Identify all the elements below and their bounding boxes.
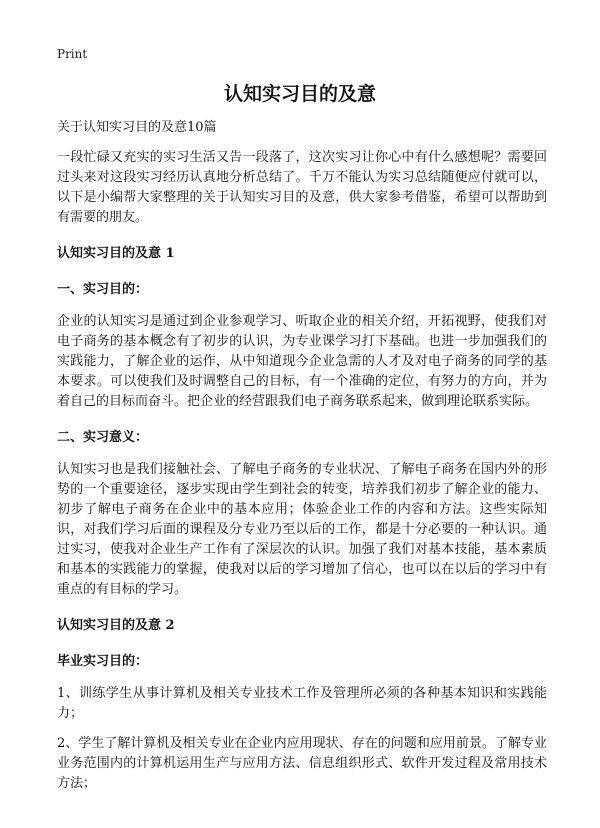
section-1-sub1-heading: 一、实习目的： [57,282,149,297]
intro-paragraph: 一段忙碌又充实的实习生活又告一段落了，这次实习让你心中有什么感想呢？需要回过头来对这段实习经历认真地分析总结了。千万不能认为实习总结随便应付就可以，以下是小编帮大家整理的关于认知实习目的及意，供大家参考借鉴，希望可以帮助到有需要的朋友。 [57,150,547,225]
document-subtitle: 关于认知实习目的及意10篇 [57,120,217,135]
section-1-sub2-paragraph: 认知实习也是我们接触社会、了解电子商务的专业状况、了解电子商务在国内外的形势的一个重要途径，逐步实现由学生到社会的转变，培养我们初步了解企业的能力、初步了解电子商务在企业中的基本应用；体验企业工作的内容和方法。这些实际知识，对我们学习后面的课程及分专业乃至以后的工作，都是十分必要的一种认识。通过实习，使我对企业生产工作有了深层次的认识。加强了我们对基本技能，基本素质和基本的实践能力的掌握，使我对以后的学习增加了信心，也可以在以后的学习中有重点的有目标的学习。 [57,462,547,597]
section-2-item-2: 2、学生了解计算机及相关专业在企业内应用现状、存在的问题和应用前景。了解专业业务范围内的计算机运用生产与应用方法、信息组织形式、软件开发过程及常用技术方法； [57,736,547,791]
section-2-heading: 认知实习目的及意 2 [57,618,175,633]
section-2-item-1: 1、训练学生从事计算机及相关专业技术工作及管理所必须的各种基本知识和实践能力； [57,686,547,721]
page-title: 认知实习目的及意 [223,83,376,105]
section-1-sub1-paragraph: 企业的认知实习是通过到企业参观学习、听取企业的相关介绍，开拓视野，使我们对电子商务的基本概念有了初步的认识，为专业课学习打下基础。也进一步加强我们的实践能力，了解企业的运作，从中知道现今企业急需的人才及对电子商务的同学的基本要求。可以使我们及时调整自己的目标，有一个准确的定位，有努力的方向，并为着自己的目标而奋斗。把企业的经营跟我们电子商务联系起来，做到理论联系实际。 [57,314,547,409]
section-2-sub-heading: 毕业实习目的： [57,654,149,669]
document-body [57,118,547,804]
print-label: Print [57,47,88,61]
section-1-heading: 认知实习目的及意 1 [57,246,175,261]
section-1-sub2-heading: 二、实习意义： [57,430,149,445]
